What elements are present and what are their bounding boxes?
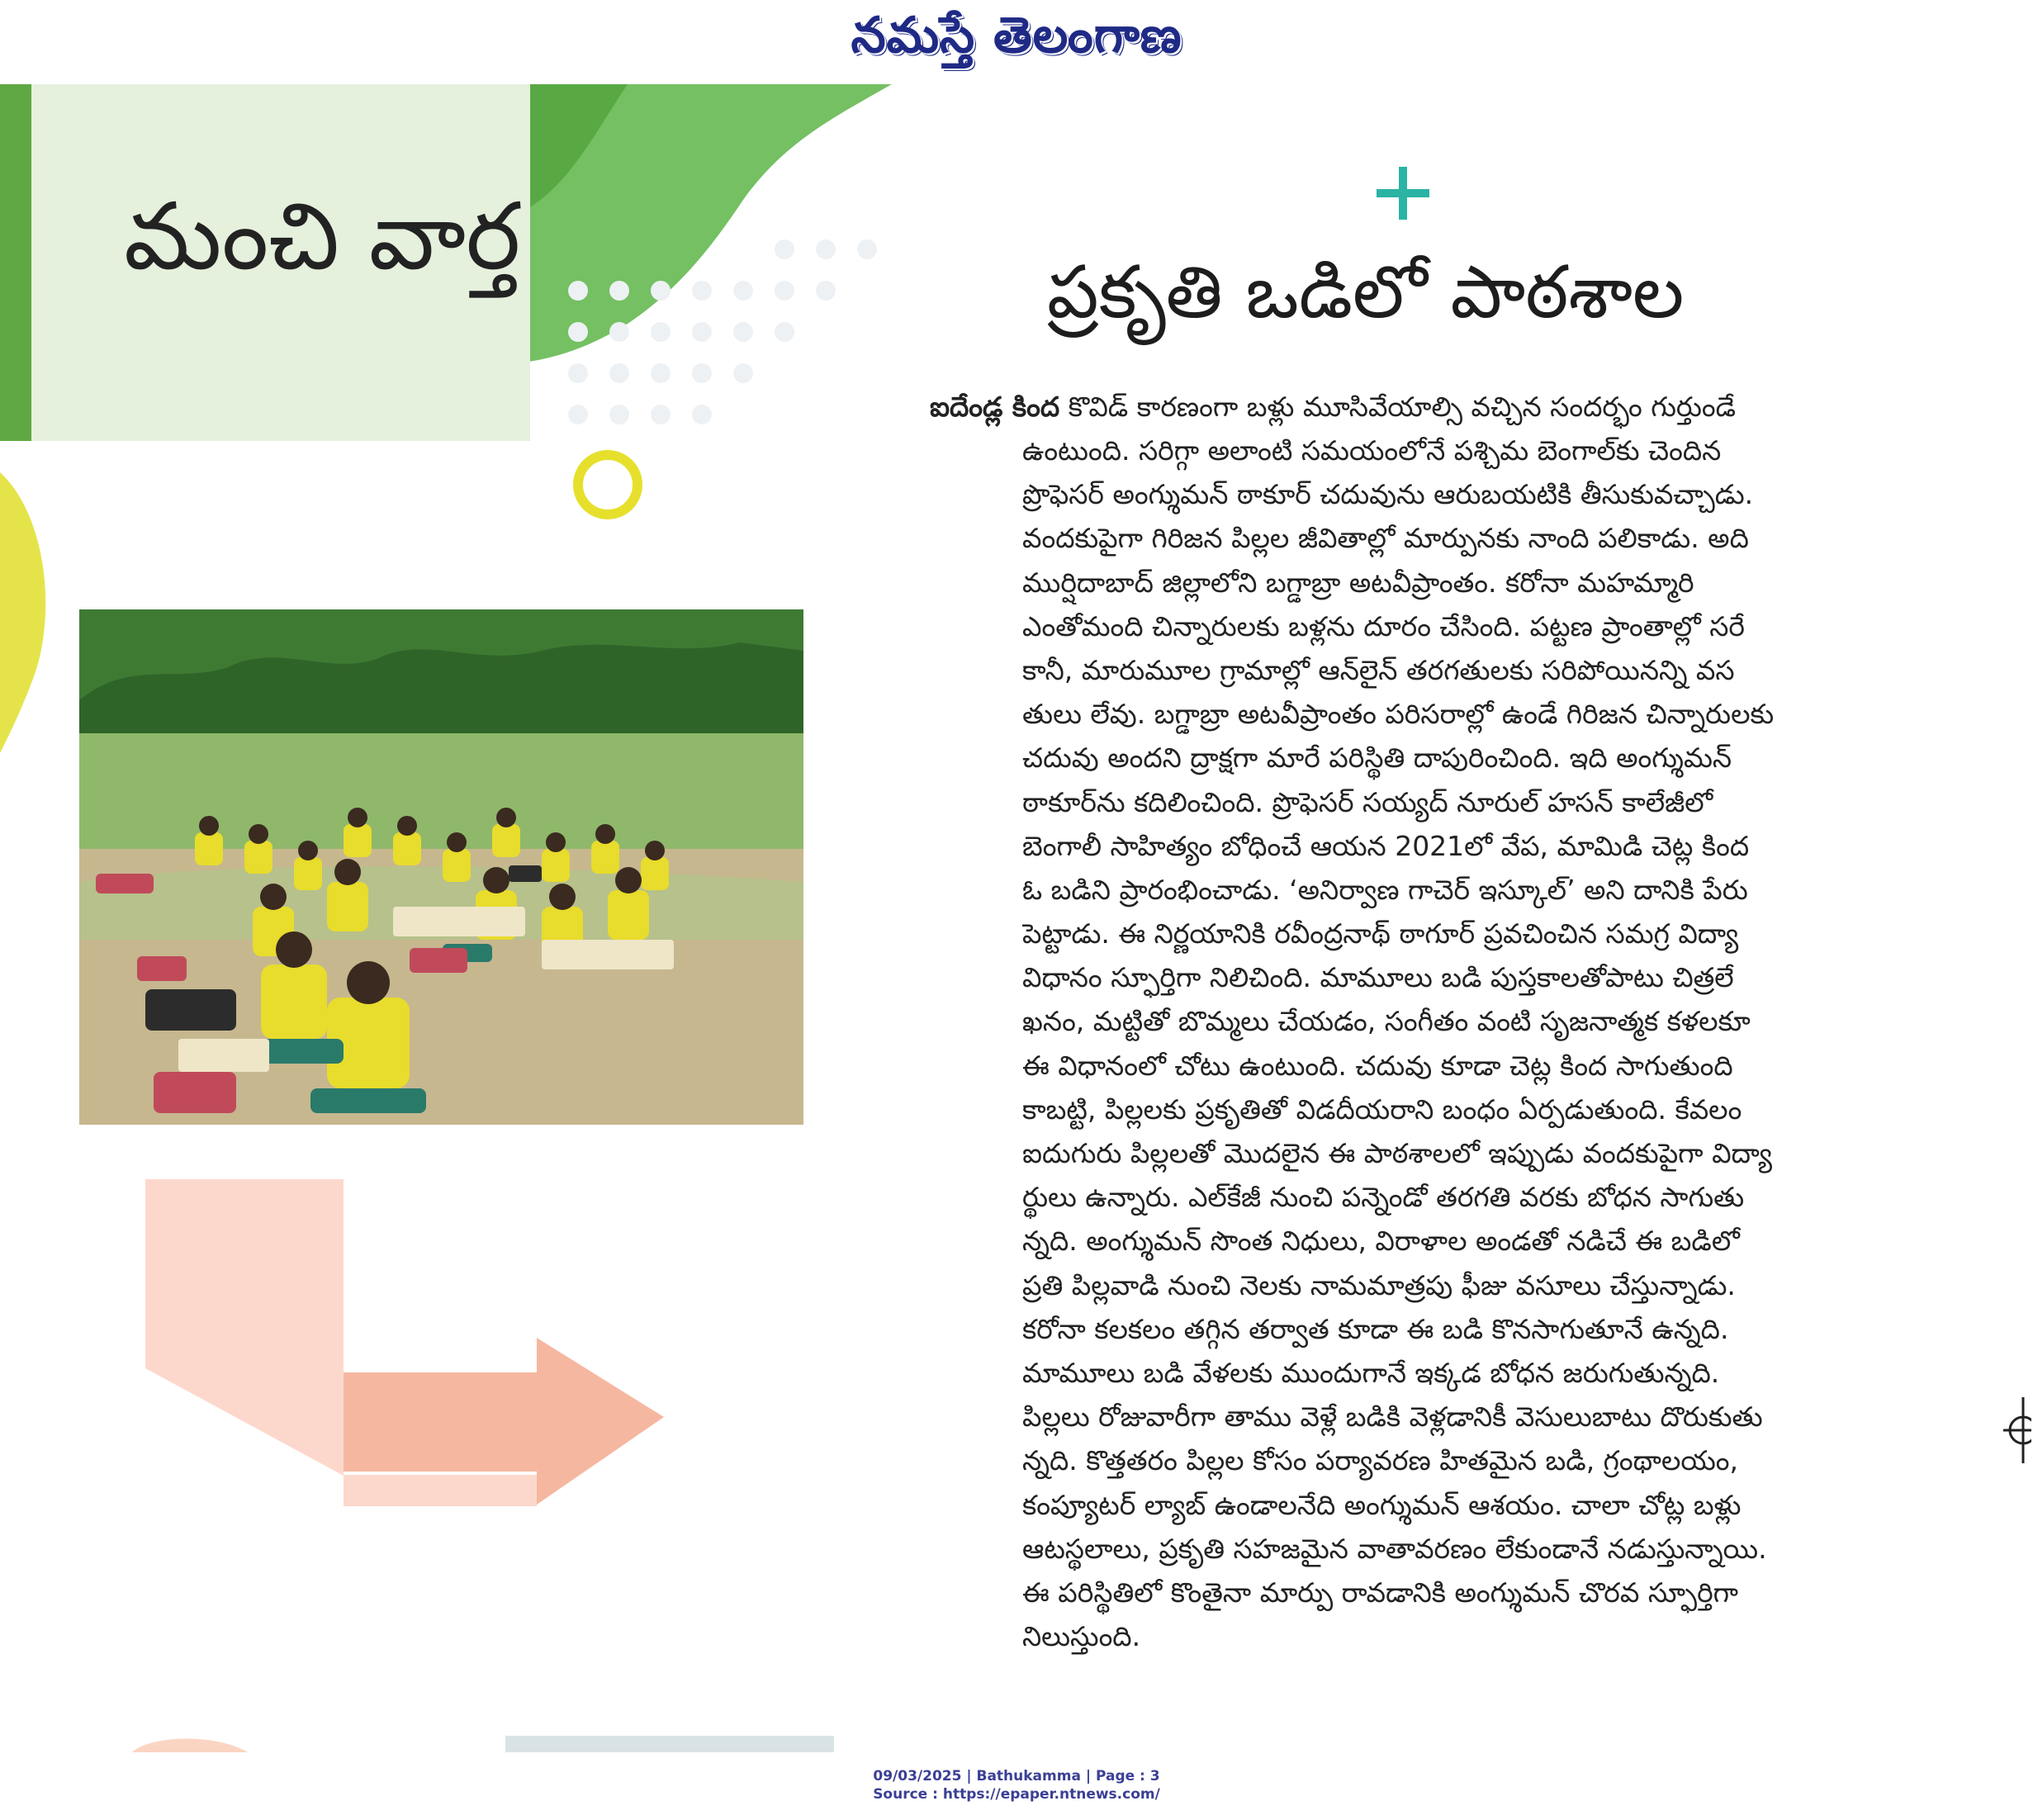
body-line: పిల్లలు రోజువారీగా తాము వెళ్లే బడికి వెళ్లడానికీ వెసులుబాటు దొరుకుతు (1022, 1401, 1763, 1434)
lead-bold: ఐదేండ్ల కింద (930, 391, 1060, 423)
bottom-grey-box (505, 1736, 834, 1752)
footer-date-line: 09/03/2025 | Bathukamma | Page : 3 (873, 1768, 1160, 1784)
body-line: ఈ పరిస్థితిలో కొంతైనా మార్పు రావడానికి అంగ్శుమన్ చొరవ స్ఫూర్తిగా (1022, 1576, 1739, 1609)
bottom-peach-shape (132, 1738, 248, 1752)
body-line: ఠాకూర్‌ను కదిలించింది. ప్రొఫెసర్ సయ్యద్ నూరుల్ హసన్ కాలేజీలో (1022, 785, 1713, 818)
body-line: విధానం స్ఫూర్తిగా నిలిచింది. మామూలు బడి పుస్తకాలతోపాటు చిత్రలే (1022, 961, 1734, 994)
body-line: ఐదుగురు పిల్లలతో మొదలైన ఈ పాఠశాలలో ఇప్పుడు వందకుపైగా విద్యా (1022, 1137, 1772, 1169)
body-line: ర్థులు ఉన్నారు. ఎల్‌కేజీ నుంచి పన్నెండో తరగతి వరకు బోధన సాగుతు (1022, 1181, 1745, 1214)
yellow-blob (0, 472, 45, 753)
body-line: ప్రొఫెసర్ అంగ్శుమన్ ఠాకూర్ చదువును ఆరుబయటికి తీసుకువచ్చాడు. (1022, 478, 1754, 511)
newspaper-page (0, 84, 2033, 1752)
section-banner (31, 84, 530, 441)
body-line: కానీ, మారుమూల గ్రామాల్లో ఆన్‌లైన్ తరగతులకు సరిపోయినన్ని వస (1022, 653, 1735, 686)
masthead-title: నమస్తే తెలంగాణ (851, 7, 1182, 64)
left-green-bar (0, 84, 31, 441)
article-headline: ప్రకృతి ఒడిలో పాఠశాల (1047, 249, 1685, 334)
body-line: ప్రతి పిల్లవాడి నుంచి నెలకు నామమాత్రపు ఫీజు వసూలు చేస్తున్నాడు. (1022, 1268, 1736, 1301)
body-line: వందకుపైగా గిరిజన పిల్లల జీవితాల్లో మార్పునకు నాంది పలికాడు. అది (1022, 522, 1749, 555)
article-body (1022, 429, 1822, 1658)
masthead (0, 0, 2033, 83)
body-line: ఖనం, మట్టితో బొమ్మలు చేయడం, సంగీతం వంటి సృజనాత్మక కళలకూ (1022, 1005, 1751, 1038)
body-line: న్నది. కొత్తతరం పిల్లల కోసం పర్యావరణ హితమైన బడి, గ్రంథాలయం, (1022, 1444, 1739, 1477)
body-line: చదువు అందని ద్రాక్షగా మారే పరిస్థితి దాపురించింది. ఇది అంగ్శుమన్ (1022, 742, 1732, 775)
body-line: న్నది. అంగ్శుమన్ సొంత నిధులు, విరాళాల అండతో నడిచే ఈ బడిలో (1022, 1225, 1740, 1258)
teal-plus-horizontal (1377, 189, 1429, 197)
article-lead-line (930, 385, 1822, 429)
body-line: తులు లేవు. బగ్డాబ్రా అటవీప్రాంతం పరిసరాల్లో ఉండే గిరిజన చిన్నారులకు (1022, 698, 1775, 731)
body-line: బెంగాలీ సాహిత్యం బోధించే ఆయన 2021లో వేప, మామిడి చెట్ల కింద (1022, 829, 1750, 862)
body-line: ముర్షిదాబాద్ జిల్లాలోని బగ్డాబ్రా అటవీప్రాంతం. కరోనా మహమ్మారి (1022, 566, 1694, 599)
body-line: పెట్టాడు. ఈ నిర్ణయానికి రవీంద్రనాథ్ ఠాగూర్ ప్రవచించిన సమగ్ర విద్యా (1022, 917, 1739, 950)
body-line: ఆటస్థలాలు, ప్రకృతి సహజమైన వాతావరణం లేకుండానే నడుస్తున్నాయి. (1022, 1532, 1767, 1565)
footer-source-line: Source : https://epaper.ntnews.com/ (873, 1786, 1160, 1803)
body-line: ఉంటుంది. సరిగ్గా అలాంటి సమయంలోనే పశ్చిమ బెంగాల్‌కు చెందిన (1022, 434, 1722, 467)
lead-rest: కొవిడ్ కారణంగా బళ్లు మూసివేయాల్సి వచ్చిన సందర్భం గుర్తుండే (1068, 391, 1737, 423)
registration-mark-icon (1998, 1397, 2031, 1463)
body-line: ఓ బడిని ప్రారంభించాడు. ‘అనిర్వాణ గాచెర్ ఇస్కూల్’ అని దానికి పేరు (1022, 873, 1748, 906)
body-line: మామూలు బడి వేళలకు ముందుగానే ఇక్కడ బోధన జరుగుతున్నది. (1022, 1356, 1720, 1389)
body-line: నిలుస్తుంది. (1022, 1620, 1141, 1653)
yellow-ring (578, 455, 637, 514)
article-photo (79, 609, 803, 1125)
body-line: ఎంతోమంది చిన్నారులకు బళ్లను దూరం చేసింది. పట్టణ ప్రాంతాల్లో సరే (1022, 609, 1745, 642)
body-line: కరోనా కలకలం తగ్గిన తర్వాత కూడా ఈ బడి కొనసాగుతూనే ఉన్నది. (1022, 1312, 1729, 1345)
page-footer (0, 1767, 2033, 1803)
body-line: ఈ విధానంలో చోటు ఉంటుంది. చదువు కూడా చెట్ల కింద సాగుతుంది (1022, 1049, 1733, 1082)
body-line: కాబట్టి, పిల్లలకు ప్రకృతితో విడదీయరాని బంధం ఏర్పడుతుంది. కేవలం (1022, 1092, 1742, 1126)
section-title: మంచి వార్త (124, 183, 521, 291)
body-line: కంప్యూటర్ ల్యాబ్ ఉండాలనేది అంగ్శుమన్ ఆశయం. చాలా చోట్ల బళ్లు (1022, 1488, 1742, 1521)
